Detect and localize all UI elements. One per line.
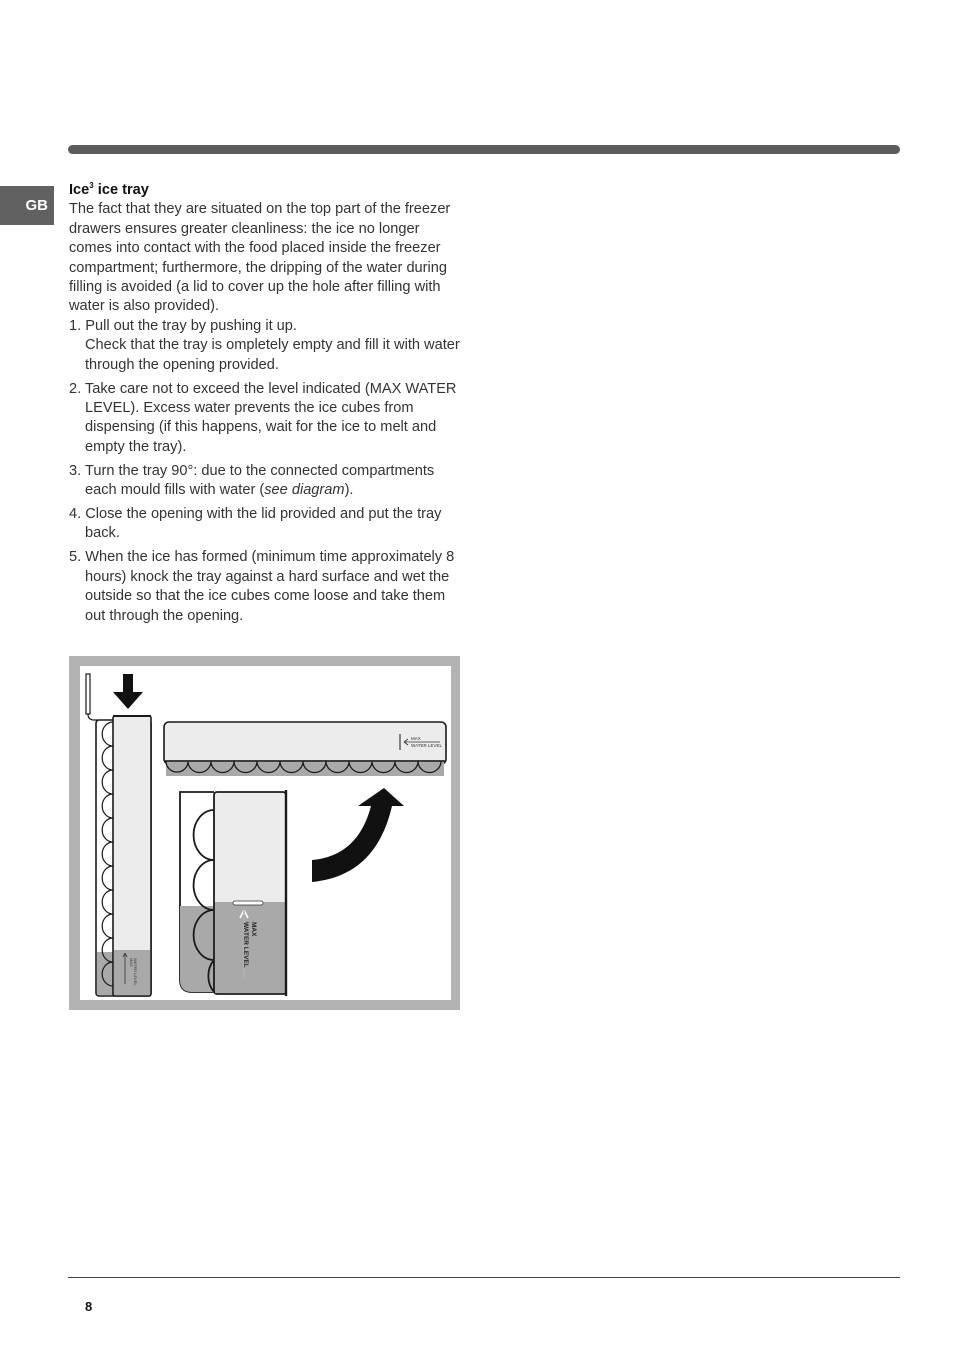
list-item: 3. Turn the tray 90°: due to the connected compartments each mould fills with water (see diagram). — [69, 462, 435, 499]
rotate-arrow-icon — [312, 788, 404, 882]
svg-text:MAX: MAX — [250, 922, 257, 937]
section-title — [69, 181, 465, 200]
svg-text:MAX: MAX — [129, 958, 134, 967]
svg-text:WATER LEVEL: WATER LEVEL — [411, 743, 443, 748]
list-item: 5. When the ice has formed (minimum time approximately 8 hours) knock the tray against a hard surface and wet the outside so that the ice cubes come loose and take them out through the opening. — [69, 549, 455, 624]
language-tab: GB — [0, 186, 54, 225]
ice-tray-diagram — [80, 666, 451, 1000]
ice-tray-illustration — [80, 666, 451, 1000]
list-item: 2. Take care not to exceed the level indicated (MAX WATER LEVEL). Excess water prevents the ice cubes from dispensing (if this happens, wait for the ice to melt and empty the tray). — [69, 380, 457, 455]
tray-enlarged-detail — [180, 790, 286, 996]
push-down-arrow-icon — [113, 674, 143, 709]
svg-text:WATER LEVEL: WATER LEVEL — [133, 958, 138, 986]
tray-vertical-push — [86, 674, 151, 996]
list-item: 1. Pull out the tray by pushing it up. Check that the tray is ompletely empty and fill it with water through the opening provided. — [69, 317, 460, 373]
page-number: 8 — [85, 1299, 93, 1314]
tray-horizontal-turned — [164, 722, 446, 776]
ice-tray-diagram-frame — [69, 656, 460, 1010]
top-divider — [68, 145, 900, 154]
title-main: Ice — [69, 182, 90, 198]
intro-paragraph: The fact that they are situated on the top part of the freezer drawers ensures greater cleanliness: the ice no longer comes into contact with the food placed inside the freezer compartment; furthermore, the dripping of the water during filling is avoided (a lid to cover up the hole after filling with water is also provided). — [69, 201, 451, 315]
title-superscript: 3 — [89, 181, 94, 190]
list-item: 4. Close the opening with the lid provided and put the tray back. — [69, 506, 442, 542]
bottom-divider — [68, 1277, 900, 1278]
svg-text:MAX: MAX — [411, 736, 421, 741]
title-rest: ice tray — [93, 182, 149, 198]
instruction-list — [69, 317, 465, 626]
svg-text:WATER LEVEL: WATER LEVEL — [242, 922, 249, 968]
ice-tray-section — [69, 181, 465, 630]
